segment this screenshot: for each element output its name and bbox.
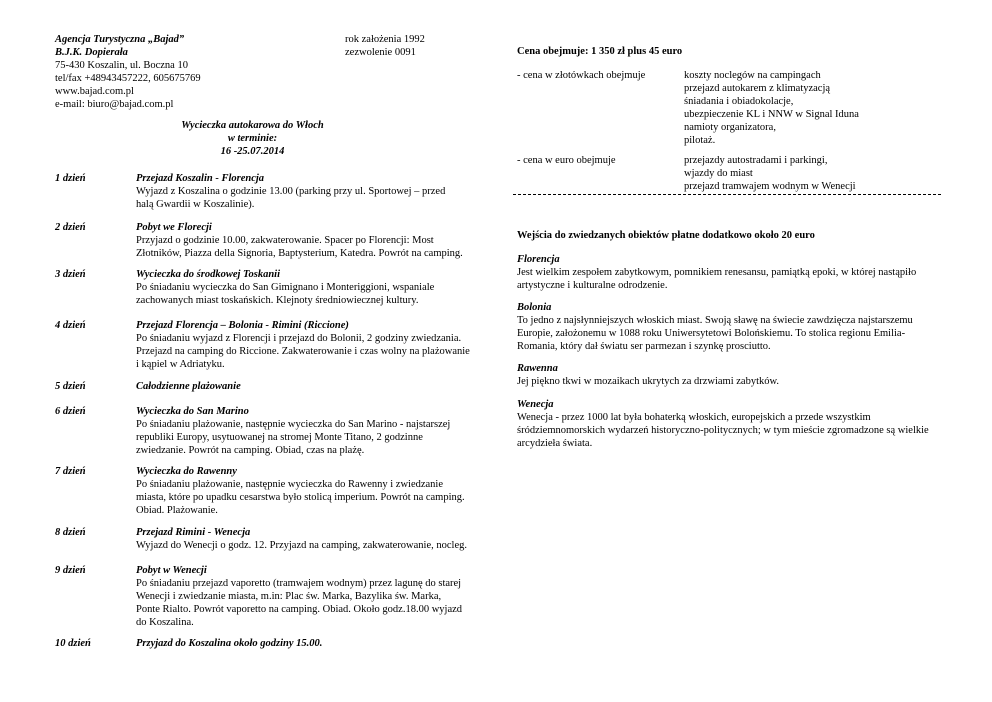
- place-name: Bolonia: [517, 302, 552, 313]
- price-eur-item: wjazdy do miast: [684, 168, 753, 179]
- day-text: Wyjazd do Wenecji o godz. 12. Przyjazd na camping, zakwaterowanie, nocleg.: [136, 540, 467, 551]
- day-title: Przejazd Koszalin - Florencja: [136, 173, 265, 184]
- agency-owner: B.J.K. Dopierała: [55, 47, 128, 58]
- day-text: Złotników, Piazza della Signoria, Baptysterium, Katedra. Powrót na camping.: [136, 248, 463, 259]
- day-text: Obiad. Plażowanie.: [136, 505, 218, 516]
- day-text: Wenecji i zwiedzanie miasta, m.in: Plac św. Marka, Bazylika św. Marka,: [136, 591, 442, 602]
- day-label: 3 dzień: [55, 269, 86, 280]
- day-text: do Koszalina.: [136, 617, 194, 628]
- day-label: 4 dzień: [55, 320, 86, 331]
- place-text: arcydzieła świata.: [517, 438, 593, 449]
- day-text: Po śniadaniu plażowanie, następnie wycieczka do San Marino - najstarszej: [136, 419, 451, 430]
- day-label: 9 dzień: [55, 565, 86, 576]
- day-label: 8 dzień: [55, 527, 86, 538]
- agency-address: 75-430 Koszalin, ul. Boczna 10: [55, 60, 188, 71]
- day-text: Po śniadaniu przejazd vaporetto (tramwajem wodnym) przez lagunę do starej: [136, 578, 462, 589]
- place-text: śródziemnomorskich wydarzeń historyczno-politycznych; w tym mieście zgromadzone są wielkie: [517, 425, 929, 436]
- place-text: Romania, który dał światu ser parmezan i szynkę prosciutto.: [517, 341, 771, 352]
- day-text: Przyjazd o godzinie 10.00, zakwaterowanie. Spacer po Florencji: Most: [136, 235, 434, 246]
- price-pln-item: koszty noclegów na campingach: [684, 70, 821, 81]
- day-text: Po śniadaniu wyjazd z Florencji i przejazd do Bolonii, 2 godziny zwiedzania.: [136, 333, 462, 344]
- day-text: Ponte Rialto. Powrót vaporetto na camping. Obiad. Około godz.18.00 wyjazd: [136, 604, 463, 615]
- day-text: Przejazd na camping do Riccione. Zakwaterowanie i czas wolny na plażowanie: [136, 346, 470, 357]
- price-pln-label: - cena w złotówkach obejmuje: [517, 70, 646, 81]
- day-title: Całodzienne plażowanie: [136, 381, 241, 392]
- agency-web: www.bajad.com.pl: [55, 86, 134, 97]
- price-pln-list: [684, 69, 859, 147]
- day-text: republiki Europy, usytuowanej na stromej Monte Titano, 2 godzinne: [136, 432, 423, 443]
- trip-title: Wycieczka autokarowa do Włoch: [181, 120, 324, 131]
- price-pln-item: śniadania i obiadokolacje,: [684, 96, 794, 107]
- day-text: Po śniadaniu plażowanie, następnie wycieczka do Rawenny i zwiedzanie: [136, 479, 444, 490]
- day-text: Wyjazd z Koszalina o godzinie 13.00 (parking przy ul. Sportowej – przed: [136, 186, 446, 197]
- day-text: halą Gwardii w Koszalinie).: [136, 199, 255, 210]
- day-title: Wycieczka do San Marino: [136, 406, 249, 417]
- place-block: [517, 301, 957, 353]
- price-eur-label: - cena w euro obejmuje: [517, 155, 616, 166]
- trip-term-label: w terminie:: [227, 133, 278, 144]
- place-text: Jest wielkim zespołem zabytkowym, pomnikiem renesansu, pamiątką epoki, w której nastąpiło: [517, 267, 917, 278]
- day-title: Pobyt we Florecji: [136, 222, 212, 233]
- day-text: zwiedzanie. Powrót na camping. Obiad, czas na plażę.: [136, 445, 365, 456]
- place-text: Europie, założonemu w 1088 roku Uniwersytetowi Bolońskiemu. To stolica regionu Emilia-: [517, 328, 906, 339]
- price-eur-item: przejazd tramwajem wodnym w Wenecji: [684, 181, 856, 192]
- day-title: Przejazd Florencja – Bolonia - Rimini (Riccione): [136, 320, 349, 331]
- agency-registration: [345, 33, 425, 59]
- place-text: To jedno z najsłynniejszych włoskich miast. Swoją sławę na świecie zawdzięcza najstarszemu: [517, 315, 913, 326]
- dashed-divider: [513, 194, 941, 195]
- price-pln-item: przejazd autokarem z klimatyzacją: [684, 83, 831, 94]
- agency-name: Agencja Turystyczna „Bajad”: [55, 34, 185, 45]
- day-label: 2 dzień: [55, 222, 86, 233]
- price-pln-item: ubezpieczenie KL i NNW w Signal Iduna: [684, 109, 859, 120]
- trip-title-block: [55, 119, 450, 158]
- day-label: 7 dzień: [55, 466, 86, 477]
- day-title: Pobyt w Wenecji: [136, 565, 207, 576]
- place-text: artystyczne i kulturalne odrodzenie.: [517, 280, 668, 291]
- agency-permit: zezwolenie 0091: [345, 47, 416, 58]
- place-name: Florencja: [517, 254, 560, 265]
- place-block: [517, 398, 957, 450]
- place-name: Rawenna: [517, 363, 558, 374]
- day-text: i kąpiel w Adriatyku.: [136, 359, 225, 370]
- trip-dates: 16 -25.07.2014: [220, 146, 285, 157]
- price-pln-item: pilotaż.: [684, 135, 716, 146]
- day-title: Wycieczka do środkowej Toskanii: [136, 269, 280, 280]
- place-block: [517, 253, 957, 292]
- agency-header: [55, 33, 201, 111]
- place-text: Wenecja - przez 1000 lat była bohaterką włoskich, europejskich a przede wszystkim: [517, 412, 871, 423]
- agency-email: e-mail: biuro@bajad.com.pl: [55, 99, 174, 110]
- price-eur-item: przejazdy autostradami i parkingi,: [684, 155, 828, 166]
- day-text: miasta, które po upadku cesarstwa było stolicą imperium. Powrót na camping.: [136, 492, 465, 503]
- day-label: 6 dzień: [55, 406, 86, 417]
- day-label: 1 dzień: [55, 173, 86, 184]
- entries-heading: Wejścia do zwiedzanych obiektów płatne dodatkowo około 20 euro: [517, 230, 815, 241]
- day-text: zachowanych miast toskańskich. Klejnoty średniowiecznej kultury.: [136, 295, 419, 306]
- day-title: Wycieczka do Rawenny: [136, 466, 237, 477]
- place-name: Wenecja: [517, 399, 554, 410]
- price-eur-list: [684, 154, 856, 193]
- place-text: Jej piękno tkwi w mozaikach ukrytych za drzwiami zabytków.: [517, 376, 780, 387]
- price-pln-item: namioty organizatora,: [684, 122, 776, 133]
- day-label: 5 dzień: [55, 381, 86, 392]
- agency-phone: tel/fax +48943457222, 605675769: [55, 73, 201, 84]
- place-block: [517, 362, 957, 388]
- day-title: Przejazd Rimini - Wenecja: [136, 527, 251, 538]
- day-label: 10 dzień: [55, 638, 91, 649]
- agency-founded: rok założenia 1992: [345, 34, 425, 45]
- day-title: Przyjazd do Koszalina około godziny 15.00.: [136, 638, 323, 649]
- price-heading: Cena obejmuje: 1 350 zł plus 45 euro: [517, 46, 683, 57]
- day-text: Po śniadaniu wycieczka do San Gimignano i Monteriggioni, wspaniale: [136, 282, 435, 293]
